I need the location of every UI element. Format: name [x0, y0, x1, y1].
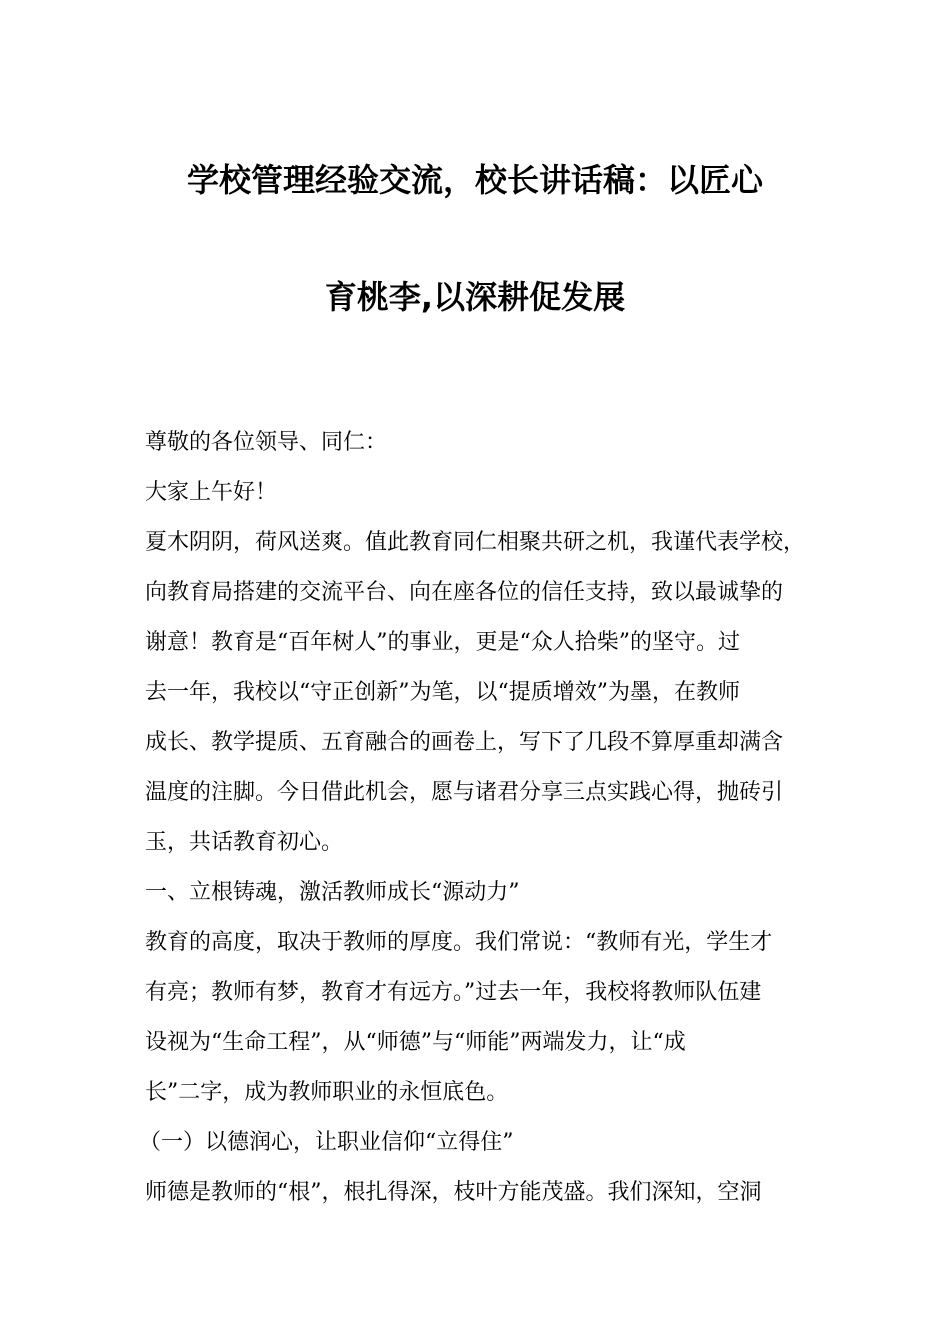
document-title-line-2: 育桃李,以深耕促发展: [324, 278, 626, 316]
body-line: 成长、教学提质、五育融合的画卷上，写下了几段不算厚重却满含: [145, 730, 784, 755]
body-line: 温度的注脚。今日借此机会，愿与诸君分享三点实践心得，抛砖引: [145, 780, 784, 805]
body-line: 谢意！教育是“百年树人”的事业，更是“众人拾柴”的坚守。过: [145, 630, 740, 655]
body-line: 玉，共话教育初心。: [145, 830, 344, 855]
body-line: 去一年，我校以“守正创新”为笔，以“提质增效”为墨，在教师: [145, 680, 740, 705]
body-line: 长”二字，成为教师职业的永恒底色。: [145, 1080, 509, 1105]
body-line: 向教育局搭建的交流平台、向在座各位的信任支持，致以最诚挚的: [145, 580, 784, 605]
document-body: [139, 418, 825, 1218]
subsection-heading: （一）以德润心，让职业信仰“立得住”: [139, 1130, 514, 1155]
body-line: 夏木阴阴，荷风送爽。值此教育同仁相聚共研之机，我谨代表学校，: [145, 530, 806, 555]
document-title-line-1: 学校管理经验交流，校长讲话稿：以匠心: [186, 161, 763, 199]
body-line: 师德是教师的“根”，根扎得深，枝叶方能茂盛。我们深知，空洞: [145, 1180, 762, 1205]
section-heading: 一、立根铸魂，激活教师成长“源动力”: [145, 880, 520, 905]
greeting: 大家上午好！: [145, 480, 278, 505]
body-line: 有亮；教师有梦，教育才有远方。”过去一年，我校将教师队伍建: [145, 980, 762, 1005]
salutation: 尊敬的各位领导、同仁：: [145, 430, 388, 455]
body-line: 教育的高度，取决于教师的厚度。我们常说：“教师有光，学生才: [145, 930, 773, 955]
body-line: 设视为“生命工程”，从“师德”与“师能”两端发力，让“成: [145, 1030, 686, 1055]
